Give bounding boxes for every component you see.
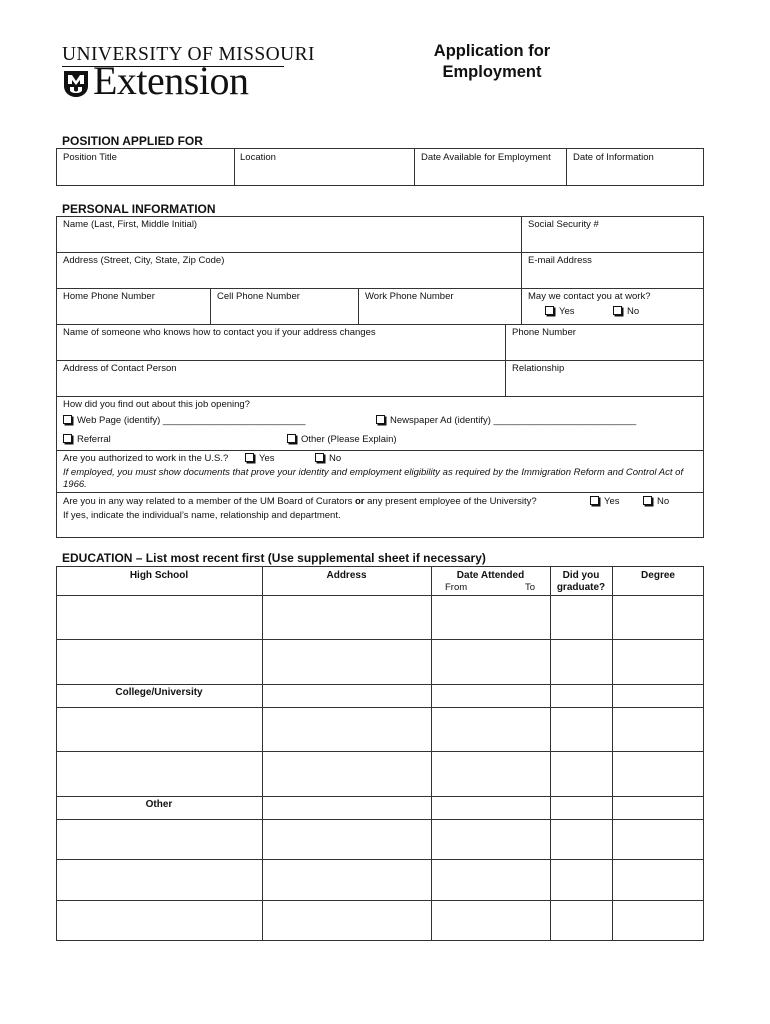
- date-available-field[interactable]: Date Available for Employment: [421, 152, 551, 163]
- to-subheader: To: [525, 582, 536, 593]
- authorized-no-option[interactable]: No: [315, 453, 341, 464]
- relationship-field[interactable]: Relationship: [512, 363, 565, 374]
- form-title: [412, 41, 572, 83]
- referral-option[interactable]: Referral: [63, 434, 111, 445]
- checkbox-icon[interactable]: [376, 415, 385, 424]
- related-note: If yes, indicate the individual’s name, relationship and department.: [63, 510, 341, 521]
- degree-header: Degree: [641, 570, 675, 581]
- other-option[interactable]: Other (Please Explain): [287, 434, 397, 445]
- form-title-line-1: Application for: [433, 42, 551, 60]
- authorized-question: Are you authorized to work in the U.S.?: [63, 453, 229, 464]
- contact-address-field[interactable]: Address of Contact Person: [63, 363, 177, 374]
- location-field[interactable]: Location: [240, 152, 276, 163]
- irca-note: If employed, you must show documents that prove your identity and employment eligibility as required by the Immigration Reform and Control Act of 1966.: [63, 467, 684, 490]
- checkbox-icon[interactable]: [613, 306, 622, 315]
- checkbox-icon[interactable]: [590, 496, 599, 505]
- contact-phone-field[interactable]: Phone Number: [512, 327, 576, 338]
- from-subheader: From: [445, 582, 468, 593]
- position-title-field[interactable]: Position Title: [63, 152, 117, 163]
- related-question: Are you in any way related to a member of the UM Board of Curators or any present employee of the University?: [63, 496, 537, 507]
- logo-extension-text: Extension: [93, 58, 249, 103]
- newspaper-option[interactable]: Newspaper Ad (identify) ___________________________: [376, 415, 636, 426]
- home-phone-field[interactable]: Home Phone Number: [63, 291, 155, 302]
- authorized-yes-option[interactable]: Yes: [245, 453, 275, 464]
- contact-person-field[interactable]: Name of someone who knows how to contact you if your address changes: [63, 327, 376, 338]
- related-yes-option[interactable]: Yes: [590, 496, 620, 507]
- how-find-question: How did you find out about this job opening?: [63, 399, 250, 410]
- college-header: College/University: [115, 687, 203, 698]
- education-heading: EDUCATION – List most recent first (Use supplemental sheet if necessary): [62, 551, 486, 565]
- email-field[interactable]: E-mail Address: [528, 255, 592, 266]
- work-phone-field[interactable]: Work Phone Number: [365, 291, 454, 302]
- high-school-header: High School: [129, 570, 189, 581]
- checkbox-icon[interactable]: [63, 415, 72, 424]
- logo-university-text: UNIVERSITY OF MISSOURI: [62, 44, 315, 65]
- position-heading: POSITION APPLIED FOR: [62, 134, 203, 148]
- related-no-option[interactable]: No: [643, 496, 669, 507]
- address-header: Address: [326, 570, 367, 581]
- mu-logo-icon: [62, 69, 90, 99]
- checkbox-icon[interactable]: [63, 434, 72, 443]
- checkbox-icon[interactable]: [287, 434, 296, 443]
- form-title-line-2: Employment: [442, 63, 542, 81]
- contact-at-work-question: May we contact you at work?: [528, 291, 651, 302]
- date-attended-header: Date Attended: [456, 570, 525, 581]
- contact-work-no-option[interactable]: No: [613, 306, 639, 317]
- address-field[interactable]: Address (Street, City, State, Zip Code): [63, 255, 225, 266]
- personal-heading: PERSONAL INFORMATION: [62, 202, 216, 216]
- other-header: Other: [145, 799, 173, 810]
- contact-work-yes-option[interactable]: Yes: [545, 306, 575, 317]
- date-of-information-field[interactable]: Date of Information: [573, 152, 654, 163]
- checkbox-icon[interactable]: [315, 453, 324, 462]
- checkbox-icon[interactable]: [245, 453, 254, 462]
- graduate-header: Did you graduate?: [556, 570, 606, 593]
- checkbox-icon[interactable]: [545, 306, 554, 315]
- ssn-field[interactable]: Social Security #: [528, 219, 599, 230]
- web-page-option[interactable]: Web Page (identify) ___________________________: [63, 415, 306, 426]
- education-table: [56, 566, 704, 941]
- name-field[interactable]: Name (Last, First, Middle Initial): [63, 219, 198, 230]
- checkbox-icon[interactable]: [643, 496, 652, 505]
- cell-phone-field[interactable]: Cell Phone Number: [217, 291, 300, 302]
